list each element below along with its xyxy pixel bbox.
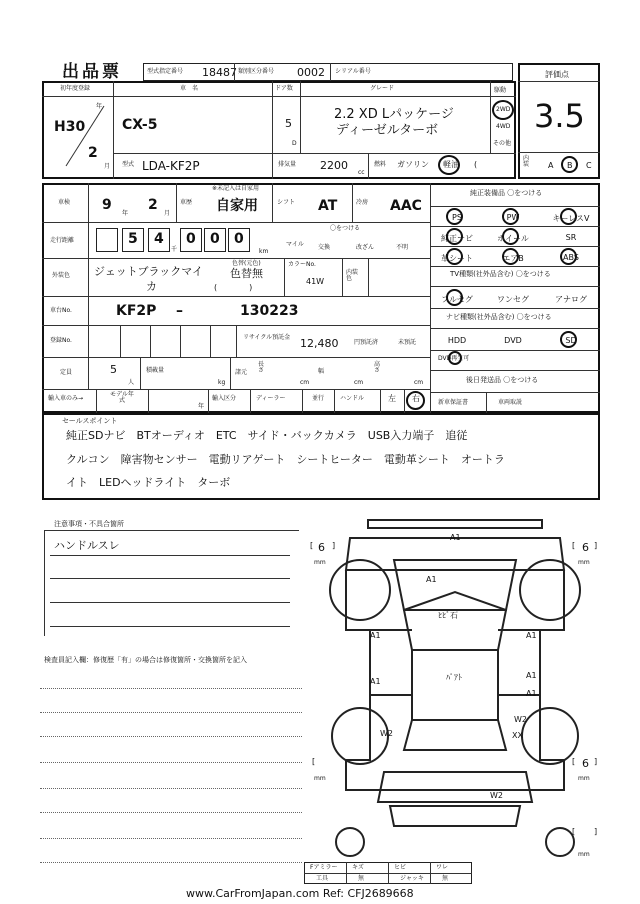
tire-fr-paren: [ (572, 541, 576, 550)
shift-label: シフト (277, 199, 296, 206)
chassis-label: 車台No. (50, 307, 72, 314)
tire-rr-value: 6 (582, 757, 589, 770)
navi-title: ナビ種類(社外品含む) 〇をつける (446, 313, 552, 321)
equip-row1-0: PS (452, 213, 462, 222)
dealer: ディーラー (256, 395, 286, 402)
fuel-paren: ( (474, 160, 478, 169)
handle-right-circle (406, 391, 425, 410)
damage-mark: A1 (370, 677, 381, 686)
footer-url: www.CarFromJapan.com Ref: CFJ2689668 (186, 887, 414, 900)
inspection-month-unit: 月 (164, 210, 171, 217)
doors-label: ドア数 (275, 85, 293, 92)
equip-navi-2: SD (565, 336, 577, 345)
mileage-opt-exchange: 交換 (318, 244, 331, 251)
attach-title: 後日発送品 〇をつける (466, 376, 539, 384)
color-no: 41W (306, 277, 325, 286)
interior-color-label: 内装色 (346, 269, 359, 282)
load-unit: kg (218, 379, 226, 386)
equip-navi-1: DVD (504, 336, 522, 345)
fuel-diesel: 軽油 (443, 160, 459, 169)
recycle-unpaid: 未預託 (398, 339, 417, 346)
height-label: 高さ (374, 361, 381, 374)
width-cm: cm (354, 379, 364, 386)
tire-fr-close: ] (594, 541, 598, 550)
equip-circle (560, 208, 577, 225)
length-cm: cm (300, 379, 310, 386)
damage-mark: ﾊﾟｱﾄ (446, 673, 462, 682)
chassis-dash: – (176, 303, 183, 319)
color-change-paren: ( ) (214, 283, 253, 292)
doors-unit: D (292, 140, 297, 147)
drive-4wd: 4WD (496, 123, 511, 130)
history-note: ※未記入は自家用 (212, 185, 260, 192)
load-label: 積載量 (146, 367, 165, 374)
tire-rr-close: ] (594, 757, 598, 766)
mileage-opt-unknown: 不明 (396, 244, 409, 251)
drive-other: その他 (493, 140, 512, 147)
recycle-label: リサイクル預託金 (243, 334, 291, 341)
equip-circle (560, 248, 577, 265)
name-label: 車 名 (180, 85, 199, 92)
fuel-label: 燃料 (374, 161, 387, 168)
tire-fl-value: 6 (318, 541, 325, 554)
mileage-digit: 4 (154, 231, 164, 247)
damage-mark: W2 (490, 791, 503, 800)
genuine-title: 純正装備品 〇をつける (470, 189, 543, 197)
fuel-diesel-circle (438, 155, 460, 175)
legend-header: ワレ (436, 864, 449, 871)
legend-value: 無 (358, 875, 365, 882)
damage-mark: W2 (380, 729, 393, 738)
capacity: 5 (110, 363, 117, 376)
equip-navi-0: HDD (447, 336, 467, 345)
equip-tv-2: アナログ (555, 295, 587, 304)
interior-label: 内装 (523, 155, 530, 168)
month-unit: 月 (104, 163, 111, 170)
equip-circle (446, 208, 463, 225)
tire-fl-close: ] (332, 541, 336, 550)
attach-manual: 車両取説 (498, 399, 523, 406)
interior-c: C (586, 161, 592, 170)
attach-warranty: 新車保証書 (438, 399, 469, 406)
color-change: 色替無 (230, 267, 263, 280)
shift: AT (318, 198, 338, 214)
tire-fr-unit: mm (578, 559, 590, 566)
capacity-unit: 人 (128, 379, 135, 386)
spare-close: ] (594, 827, 598, 836)
sales-label: セールスポイント (62, 417, 118, 425)
equip-circle (560, 331, 577, 348)
class-no: 0002 (297, 66, 325, 79)
sales-line3: イト LEDヘッドライト ターボ (66, 476, 231, 489)
inspection-label: 車検 (58, 199, 71, 206)
notes-label: 注意事項・不具合箇所 (54, 520, 124, 528)
history: 自家用 (216, 198, 258, 214)
parallel: 並行 (312, 395, 325, 402)
legend-value: 無 (442, 875, 449, 882)
tire-rr-paren: [ (572, 757, 576, 766)
mileage-opt-tamper: 改ざん (356, 244, 375, 251)
tire-rl-paren: [ (312, 757, 316, 766)
form-no: 18487 (202, 66, 237, 79)
history-label: 車歴 (180, 199, 193, 206)
tire-fl-paren: [ (310, 541, 314, 550)
drive-2wd: 2WD (496, 106, 511, 113)
score-value: 3.5 (534, 97, 585, 135)
legend-header: ヒビ (394, 864, 407, 871)
dims-label: 諸元 (235, 369, 248, 376)
capacity-label: 定員 (60, 369, 73, 376)
import-year-unit: 年 (198, 403, 205, 410)
grade-line2: ディーゼルターボ (336, 123, 439, 138)
equip-circle (446, 228, 463, 245)
model: LDA-KF2P (142, 159, 200, 173)
model-label: 型式 (122, 161, 135, 168)
damage-mark: ﾋﾋﾞ石 (438, 611, 458, 620)
mileage-digit: 0 (186, 231, 196, 247)
tire-rr-unit: mm (578, 775, 590, 782)
tire-fr-value: 6 (582, 541, 589, 554)
recycle-amount: 12,480 (300, 337, 339, 350)
color-label: 外装色 (52, 272, 71, 279)
mileage-digit: 0 (234, 231, 244, 247)
equip-tv-1: ワンセグ (497, 295, 529, 304)
form-no-label: 型式指定番号 (147, 68, 184, 75)
handle-left: 左 (388, 394, 396, 403)
drive-label: 駆動 (494, 87, 507, 94)
equip-circle (502, 208, 519, 225)
damage-mark: XX (512, 731, 523, 740)
mileage-opt-mile: マイル (286, 241, 304, 248)
damage-mark: A1 (450, 533, 461, 542)
legend-header: キズ (352, 864, 364, 871)
damage-mark: A1 (526, 689, 537, 698)
grade-label: グレード (370, 85, 395, 92)
mileage-digit: 0 (210, 231, 220, 247)
equip-row1-1: PW (506, 213, 520, 222)
class-no-label: 類別区分番号 (238, 68, 275, 75)
spare-unit: mm (578, 851, 590, 858)
spare-paren: [ (572, 827, 576, 836)
tire-rl-unit: mm (314, 775, 326, 782)
damage-mark: A1 (370, 631, 381, 640)
handle-label: ハンドル (340, 395, 365, 402)
displacement: 2200 (320, 159, 348, 172)
equip-row2-0: 純正ナビ (441, 234, 473, 243)
inspection-year-unit: 年 (122, 210, 129, 217)
score-label: 評価点 (545, 70, 569, 79)
equip-circle (502, 248, 519, 265)
thousand-mark: 千 (171, 246, 178, 253)
first-reg-slash (60, 100, 110, 172)
damage-mark: A1 (426, 575, 437, 584)
year-unit: 年 (96, 103, 103, 110)
handle-right: 右 (412, 394, 420, 403)
ac: AAC (390, 198, 422, 214)
sales-line1: 純正SDナビ BTオーディオ ETC サイド・バックカメラ USB入力端子 追従 (66, 429, 468, 442)
inspection-year: 9 (102, 197, 112, 213)
reg-label: 登録No. (50, 337, 72, 344)
dvd-playable: DVD再生可 (438, 355, 470, 362)
mileage-label: 走行距離 (50, 237, 75, 244)
mileage-unit: km (259, 248, 269, 255)
equip-circle (446, 248, 463, 265)
damage-mark: W2 (514, 715, 527, 724)
fuel-gas: ガソリン (397, 160, 429, 169)
width-label: 幅 (318, 368, 325, 375)
first-reg-year: H30 (54, 119, 86, 135)
tire-fl-unit: mm (314, 559, 326, 566)
car-diagram (310, 510, 600, 860)
mileage-circle-hint: 〇をつける (330, 225, 361, 232)
tv-title: TV種類(社外品含む) 〇をつける (450, 270, 551, 278)
equip-row3-2: ABS (563, 253, 579, 262)
damage-mark: A1 (526, 671, 537, 680)
first-reg-month: 2 (88, 145, 98, 161)
grade-line1: 2.2 XD Lパッケージ (334, 107, 454, 122)
height-cm: cm (414, 379, 424, 386)
notes-line1: ハンドルスレ (54, 539, 120, 552)
model-year-label: モデル年式 (110, 391, 134, 404)
legend-value: 工具 (316, 875, 329, 882)
header-form-box (143, 63, 513, 81)
equip-circle (502, 228, 519, 245)
chassis-prefix: KF2P (116, 303, 157, 319)
import-label: 輸入車のみ→ (48, 395, 84, 402)
first-reg-label: 初年度登録 (60, 85, 91, 92)
mileage-digit: 5 (128, 231, 138, 247)
inspector-note: 検査員記入欄：修復歴「有」の場合は修復箇所・交換箇所を記入 (44, 656, 247, 664)
equip-row1-2: キーレスV (552, 214, 590, 223)
doors: 5 (285, 117, 292, 130)
inspection-month: 2 (148, 197, 158, 213)
displacement-label: 排気量 (278, 161, 297, 168)
sheet-title: 出品票 (62, 62, 122, 82)
interior-b-circle (561, 156, 578, 173)
color-line1: ジェットブラックマイ (94, 265, 204, 278)
equip-row2-2: SR (565, 233, 577, 242)
damage-mark: A1 (526, 631, 537, 640)
mileage-cell (96, 228, 118, 252)
import-class-label: 輸入区分 (212, 395, 237, 402)
color-line2: カ (146, 280, 157, 293)
displacement-unit: cc (358, 169, 365, 176)
length-label: 長さ (258, 361, 265, 374)
drive-2wd-circle (492, 100, 514, 120)
sales-line2: クルコン 障害物センサー 電動リアゲート シートヒーター 電動革シート オートラ (66, 453, 505, 466)
vehicle-name: CX-5 (122, 117, 158, 133)
serial-label: シリアル番号 (335, 68, 371, 75)
equip-row3-0: 革シート (441, 254, 473, 263)
equip-row3-1: エアB (502, 254, 524, 263)
equip-circle (446, 289, 463, 306)
legend-header: Fアミラー (310, 864, 338, 871)
chassis-no: 130223 (240, 303, 299, 319)
ac-label: 冷房 (356, 199, 369, 206)
interior-a: A (548, 161, 554, 170)
legend-value: ジャッキ (400, 875, 424, 882)
interior-b: B (567, 161, 573, 170)
recycle-paid: 円預託済 (354, 339, 379, 346)
equip-row2-1: ホイール (497, 234, 529, 243)
color-change-label: 色替(元色) (232, 260, 261, 267)
dvd-circle (448, 351, 462, 365)
color-no-label: カラーNo. (288, 261, 316, 268)
equip-tv-0: フルセグ (441, 295, 473, 304)
